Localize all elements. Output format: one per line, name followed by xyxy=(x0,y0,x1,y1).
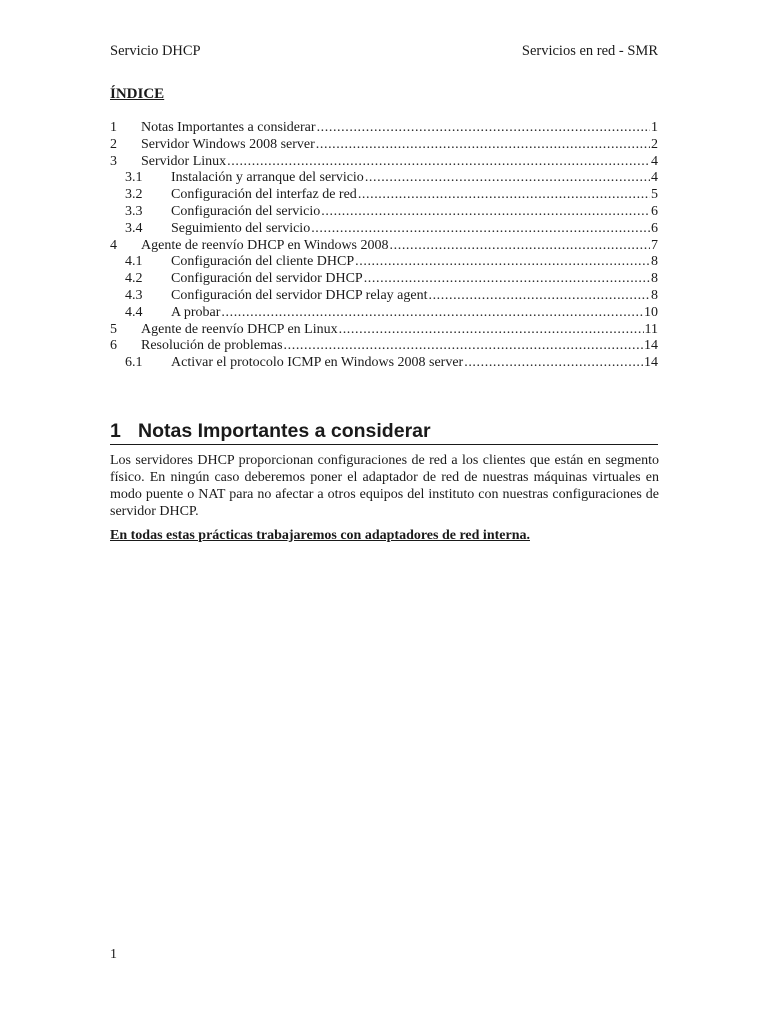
toc-entry[interactable] xyxy=(110,170,658,187)
toc-entry-number: 2 xyxy=(110,136,117,152)
toc-entry-title: Servidor Windows 2008 server xyxy=(141,136,315,152)
toc-entry-page: 7 xyxy=(651,237,658,253)
toc-entry-title: Configuración del interfaz de red xyxy=(171,187,357,203)
toc-entry[interactable] xyxy=(110,271,658,288)
toc-entry[interactable] xyxy=(110,322,658,339)
toc-entry-page: 8 xyxy=(651,254,658,270)
toc-entry-page: 14 xyxy=(644,355,658,371)
toc-leader-dots xyxy=(284,338,643,355)
section-paragraph: Los servidores DHCP proporcionan configuraciones de red a los clientes que están en segmento físico. En ningún caso deberemos poner el adaptador de red de nuestras máquinas virtuales en modo puente o NAT para no afectar a otros equipos del instituto con nuestras configuraciones de servidor DHCP. xyxy=(110,453,659,519)
toc-entry-number: 4 xyxy=(110,237,117,253)
toc-title: ÍNDICE xyxy=(110,86,165,102)
toc-entry-page: 5 xyxy=(651,187,658,203)
toc-leader-dots xyxy=(428,288,650,305)
toc-entry[interactable] xyxy=(110,221,658,238)
toc-entry-number: 4.2 xyxy=(125,271,143,287)
toc-entry-number: 3.3 xyxy=(125,203,143,219)
toc-entry[interactable] xyxy=(110,305,658,322)
toc-entry-title: Notas Importantes a considerar xyxy=(141,120,316,135)
page-number: 1 xyxy=(110,947,117,962)
section-note: En todas estas prácticas trabajaremos con adaptadores de red interna. xyxy=(110,528,530,543)
toc-entry-number: 4.4 xyxy=(125,304,143,320)
toc-entry-title: Configuración del cliente DHCP xyxy=(171,254,355,270)
toc-entry-page: 6 xyxy=(651,203,658,219)
toc-leader-dots xyxy=(358,187,650,204)
toc-leader-dots xyxy=(364,271,650,288)
toc-entry-number: 4.1 xyxy=(125,254,143,270)
toc-entry-title: Configuración del servidor DHCP xyxy=(171,271,363,287)
toc-entry-title: Activar el protocolo ICMP en Windows 2008 server xyxy=(171,355,464,371)
toc-entry-title: Agente de reenvío DHCP en Windows 2008 xyxy=(141,237,389,253)
toc-entry-number: 3 xyxy=(110,153,117,169)
toc-entry-title: Resolución de problemas xyxy=(141,338,283,354)
toc-leader-dots xyxy=(311,221,650,238)
toc-entry[interactable] xyxy=(110,187,658,204)
toc-entry-title: Agente de reenvío DHCP en Linux xyxy=(141,321,338,337)
toc-entry[interactable] xyxy=(110,238,658,255)
toc-leader-dots xyxy=(316,137,650,154)
toc-leader-dots xyxy=(339,322,644,339)
toc-entry-number: 3.2 xyxy=(125,187,143,203)
toc-entry-page: 11 xyxy=(644,321,658,337)
section-number: 1 xyxy=(110,420,121,442)
toc-leader-dots xyxy=(221,305,643,322)
toc-entry[interactable] xyxy=(110,204,658,221)
toc-leader-dots xyxy=(365,170,650,187)
toc-entry[interactable] xyxy=(110,154,658,171)
toc-entry-page: 6 xyxy=(651,220,658,236)
toc-leader-dots xyxy=(355,254,650,271)
toc-entry-number: 3.1 xyxy=(125,170,143,186)
toc-entry-page: 8 xyxy=(651,287,658,303)
toc-entry-number: 3.4 xyxy=(125,220,143,236)
toc-entry-page: 4 xyxy=(651,170,658,186)
toc-leader-dots xyxy=(390,238,650,255)
toc-entry-title: Seguimiento del servicio xyxy=(171,220,311,236)
toc-entry[interactable] xyxy=(110,120,658,137)
toc-entry[interactable] xyxy=(110,288,658,305)
running-header-right: Servicios en red - SMR xyxy=(521,43,658,59)
toc-entry-page: 2 xyxy=(651,136,658,152)
section-title: Notas Importantes a considerar xyxy=(138,420,431,442)
toc-entry-title: Instalación y arranque del servicio xyxy=(171,170,364,186)
toc-leader-dots xyxy=(464,355,643,372)
toc-entry-page: 8 xyxy=(651,271,658,287)
toc-entry-title: Servidor Linux xyxy=(141,153,227,169)
toc-entry-title: Configuración del servidor DHCP relay agent xyxy=(171,287,428,303)
toc-entry[interactable] xyxy=(110,254,658,271)
toc-entry-title: Configuración del servicio xyxy=(171,203,321,219)
toc-entry-number: 6.1 xyxy=(125,355,143,371)
toc-entry-number: 1 xyxy=(110,120,117,135)
toc-entry[interactable] xyxy=(110,338,658,355)
toc-entry-page: 10 xyxy=(644,304,658,320)
toc-leader-dots xyxy=(321,204,650,221)
toc-leader-dots xyxy=(227,154,650,171)
toc-entry-page: 14 xyxy=(644,338,658,354)
toc-entry-title: A probar xyxy=(171,304,221,320)
toc-entry-number: 4.3 xyxy=(125,287,143,303)
toc-entry-page: 4 xyxy=(651,153,658,169)
toc-entry[interactable] xyxy=(110,137,658,154)
table-of-contents xyxy=(110,120,658,372)
running-header-left: Servicio DHCP xyxy=(110,43,201,59)
toc-entry-number: 6 xyxy=(110,338,117,354)
toc-entry-page: 1 xyxy=(651,120,658,135)
toc-leader-dots xyxy=(317,120,650,137)
toc-entry[interactable] xyxy=(110,355,658,372)
toc-entry-number: 5 xyxy=(110,321,117,337)
section-heading xyxy=(110,419,658,445)
